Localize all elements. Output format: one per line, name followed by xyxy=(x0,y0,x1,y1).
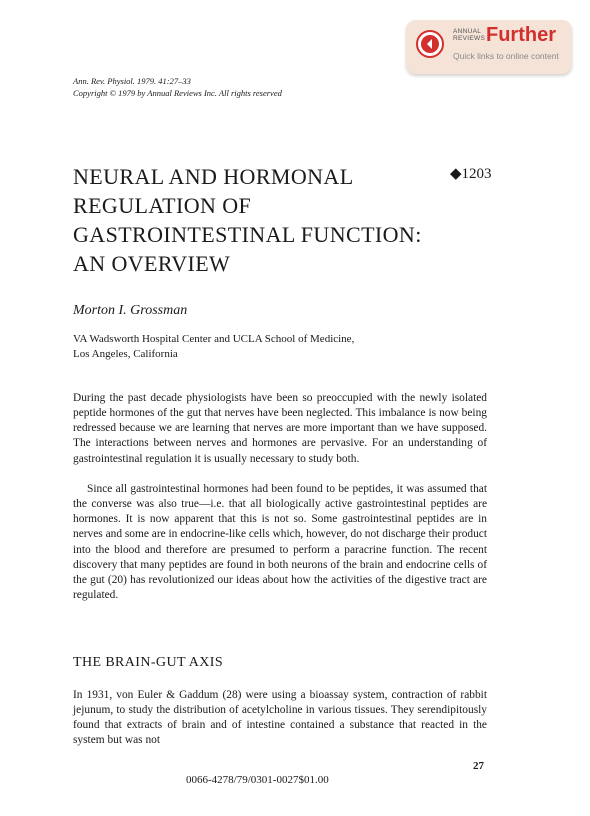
footer-code: 0066-4278/79/0301-0027$01.00 xyxy=(186,774,329,786)
annual-reviews-further-badge[interactable] xyxy=(406,20,572,74)
title-line: REGULATION OF xyxy=(73,193,252,218)
title-line: GASTROINTESTINAL FUNCTION: xyxy=(73,222,422,247)
badge-reviews-text: REVIEWS xyxy=(453,35,486,42)
journal-citation-block xyxy=(73,75,282,99)
body-paragraph: In 1931, von Euler & Gaddum (28) were using a bioassay system, contraction of rabbit jejunum, to study the distribution of acetylcholine in various tissues. They serendipitously found that extracts of brain and of intestine contained a substance that reacted in the system but was not xyxy=(73,689,487,747)
article-title xyxy=(73,162,473,278)
badge-publisher-name xyxy=(453,28,485,42)
badge-annual-text: ANNUAL xyxy=(453,28,482,35)
article-number: ◆1203 xyxy=(450,166,492,182)
body-paragraph: During the past decade physiologists have been so preoccupied with the newly isolated peptide hormones of the gut that nerves have been neglected. This imbalance is now being redressed because we are learning that nerves are more important than we have supposed. The interactions between nerves and hormones are pervasive. For an understanding of gastrointestinal regulation it is usually necessary to study both. xyxy=(73,392,487,465)
badge-tagline: Quick links to online content xyxy=(453,51,559,61)
author-name: Morton I. Grossman xyxy=(73,303,188,318)
affiliation-line: VA Wadsworth Hospital Center and UCLA School of Medicine, xyxy=(73,333,355,345)
badge-further-text: Further xyxy=(486,24,556,46)
title-line: NEURAL AND HORMONAL xyxy=(73,164,354,189)
journal-citation: Ann. Rev. Physiol. 1979. 41:27–33 xyxy=(73,76,191,86)
page-number: 27 xyxy=(473,760,484,772)
annual-reviews-logo-icon xyxy=(416,30,444,58)
copyright-line: Copyright © 1979 by Annual Reviews Inc. All rights reserved xyxy=(73,88,282,98)
title-line: AN OVERVIEW xyxy=(73,251,231,276)
author-affiliation xyxy=(73,332,354,362)
section-heading: THE BRAIN-GUT AXIS xyxy=(73,655,224,670)
body-paragraph: Since all gastrointestinal hormones had been found to be peptides, it was assumed that the converse was also true—i.e. that all biologically active gastrointestinal peptides are hormones. It is now apparent that this is not so. Some gastrointestinal peptides are in nerves and some are in endocrine-like cells which, however, do not discharge their product into the blood and therefore are presumed to perform a paracrine function. The recent discovery that many peptides are found in both neurons of the brain and endocrine cells of the gut (20) has revolutionized our ideas about how the activities of the digestive tract are regulated. xyxy=(73,483,487,602)
affiliation-line: Los Angeles, California xyxy=(73,348,178,360)
